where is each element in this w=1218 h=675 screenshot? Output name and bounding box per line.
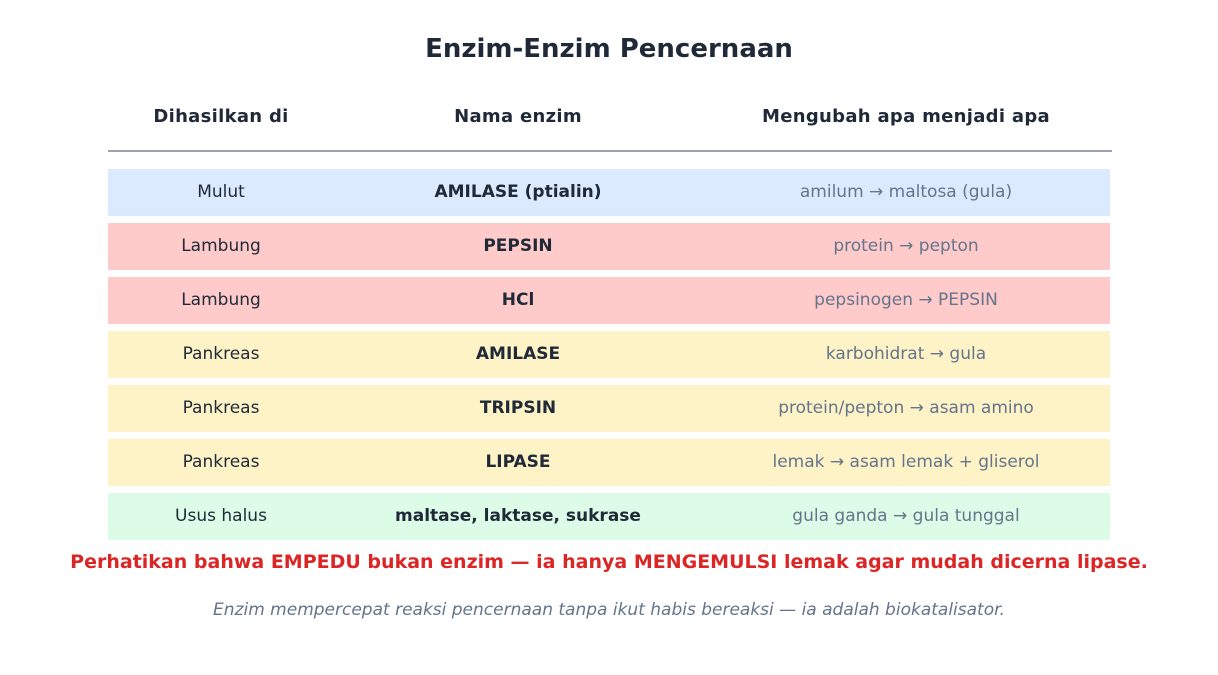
- enzyme-table: [108, 169, 1110, 547]
- header-enzyme: Nama enzim: [454, 106, 582, 127]
- cell-place: Pankreas: [182, 344, 260, 364]
- cell-place: Usus halus: [175, 506, 267, 526]
- header-effect: Mengubah apa menjadi apa: [762, 106, 1050, 127]
- cell-effect: lemak → asam lemak + gliserol: [772, 452, 1040, 472]
- table-row: [108, 385, 1110, 432]
- table-row: [108, 277, 1110, 324]
- header-place: Dihasilkan di: [153, 106, 289, 127]
- cell-place: Pankreas: [182, 452, 260, 472]
- cell-effect: protein/pepton → asam amino: [778, 398, 1034, 418]
- footnote: Enzim mempercepat reaksi pencernaan tanpa ikut habis bereaksi — ia adalah biokatalisator.: [213, 600, 1005, 620]
- table-row: [108, 493, 1110, 540]
- table-header: [108, 106, 1110, 134]
- table-row: [108, 223, 1110, 270]
- cell-enzyme: AMILASE: [475, 344, 561, 364]
- cell-effect: protein → pepton: [833, 236, 979, 256]
- cell-enzyme: HCl: [501, 290, 535, 310]
- cell-place: Pankreas: [182, 398, 260, 418]
- page-title: Enzim-Enzim Pencernaan: [425, 34, 793, 64]
- table-row: [108, 331, 1110, 378]
- table-row: [108, 169, 1110, 216]
- cell-enzyme: LIPASE: [485, 452, 551, 472]
- warning-note: Perhatikan bahwa EMPEDU bukan enzim — ia hanya MENGEMULSI lemak agar mudah dicerna lipase.: [70, 551, 1148, 573]
- cell-enzyme: AMILASE (ptialin): [434, 182, 602, 202]
- cell-place: Mulut: [197, 182, 245, 202]
- cell-place: Lambung: [181, 290, 261, 310]
- cell-enzyme: PEPSIN: [483, 236, 553, 256]
- cell-effect: pepsinogen → PEPSIN: [814, 290, 998, 310]
- header-divider: [108, 150, 1112, 152]
- cell-effect: gula ganda → gula tunggal: [792, 506, 1020, 526]
- cell-place: Lambung: [181, 236, 261, 256]
- cell-enzyme: TRIPSIN: [479, 398, 557, 418]
- cell-effect: karbohidrat → gula: [825, 344, 987, 364]
- cell-effect: amilum → maltosa (gula): [799, 182, 1013, 202]
- table-row: [108, 439, 1110, 486]
- cell-enzyme: maltase, laktase, sukrase: [395, 506, 641, 526]
